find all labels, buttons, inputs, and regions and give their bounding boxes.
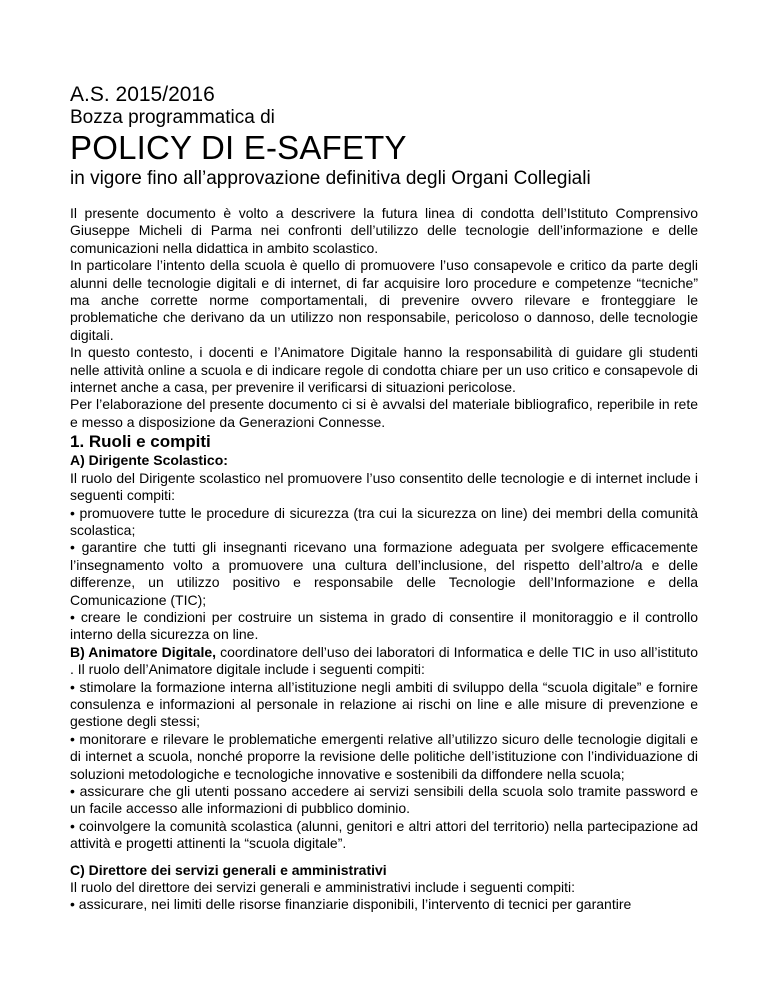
intro-paragraph: In particolare l’intento della scuola è quello di promuovere l’uso consapevole e critico da parte degli alunni delle tecnologie digitali e di internet, di far acquisire loro procedure e competenze “tecniche” ma anche corrette norme comportamentali, di prevenire ovvero rilevare e fronteggiare le problematiche che derivano da un utilizzo non responsabile, pericoloso o dannoso, delle tecnologie digitali. bbox=[70, 257, 698, 343]
subsection-heading-a: A) Dirigente Scolastico: bbox=[70, 452, 228, 469]
intro-paragraph: In questo contesto, i docenti e l’Animatore Digitale hanno la responsabilità di guidare gli studenti nelle attività online a scuola e di indicare regole di condotta chiare per un uso critico e consapevole di internet anche a casa, per prevenire il verificarsi di situazioni pericolose. bbox=[70, 344, 698, 396]
list-item: • stimolare la formazione interna all’istituzione negli ambiti di sviluppo della “scuola digitale” e fornire consulenza e informazioni al personale in relazione ai rischi on line e alle misure di prevenzione e gestione degli stessi; bbox=[70, 678, 698, 730]
list-item: • garantire che tutti gli insegnanti ricevano una formazione adeguata per svolgere efficacemente l’insegnamento volto a promuovere una cultura dell’inclusione, del rispetto dell’altro/a e delle differenze, un utilizzo positivo e responsabile delle Tecnologie dell’Informazione e della Comunicazione (TIC); bbox=[70, 539, 698, 608]
spacer bbox=[70, 853, 698, 862]
school-year: A.S. 2015/2016 bbox=[70, 83, 215, 106]
section-heading: 1. Ruoli e compiti bbox=[70, 432, 211, 452]
intro-paragraph: Il presente documento è volto a descrivere la futura linea di condotta dell’Istituto Comprensivo Giuseppe Micheli di Parma nei confronti dell’utilizzo delle tecnologie dell’informazione e delle comunicazioni nella didattica in ambito scolastico. bbox=[70, 205, 698, 256]
list-item: • creare le condizioni per costruire un sistema in grado di consentire il monitoraggio e il controllo interno della sicurezza on line. bbox=[70, 608, 698, 643]
document-subtitle: in vigore fino all’approvazione definitiva degli Organi Collegiali bbox=[70, 168, 591, 189]
list-item: • assicurare che gli utenti possano accedere ai servizi sensibili della scuola solo tramite password e un facile accesso alle informazioni di pubblico dominio. bbox=[70, 783, 698, 817]
list-item: • assicurare, nei limiti delle risorse finanziarie disponibili, l’intervento di tecnici per garantire bbox=[70, 896, 632, 913]
subsection-intro: Il ruolo del direttore dei servizi generali e amministrativi include i seguenti compiti: bbox=[70, 879, 576, 896]
draft-label: Bozza programmatica di bbox=[70, 107, 275, 128]
subsection-heading-b: B) Animatore Digitale, bbox=[70, 643, 217, 660]
subsection-intro: coordinatore dell’uso dei laboratori di Informatica e delle TIC in uso all’istituto . Il ruolo dell’Animatore digitale include i seguenti compiti: bbox=[70, 643, 698, 678]
list-item: • promuovere tutte le procedure di sicurezza (tra cui la sicurezza on line) dei membri della comunità scolastica; bbox=[70, 504, 698, 538]
subsection-intro: Il ruolo del Dirigente scolastico nel promuovere l’uso consentito delle tecnologie e di internet include i seguenti compiti: bbox=[70, 469, 698, 504]
list-item: • coinvolgere la comunità scolastica (alunni, genitori e altri attori del territorio) nella partecipazione ad attività e progetti attinenti la “scuola digitale”. bbox=[70, 817, 698, 852]
subsection-b-paragraph bbox=[70, 644, 698, 679]
document-page bbox=[70, 82, 698, 914]
list-item: • monitorare e rilevare le problematiche emergenti relative all’utilizzo sicuro delle tecnologie digitali e di internet a scuola, nonché proporre la revisione delle politiche dell’istituzione con l’individuazione di soluzioni metodologiche e tecnologiche innovative e sostenibili da diffondere nella scuola; bbox=[70, 730, 698, 782]
document-title: POLICY DI E-SAFETY bbox=[70, 129, 407, 166]
intro-paragraph: Per l’elaborazione del presente documento ci si è avvalsi del materiale bibliografico, reperibile in rete e messo a disposizione da Generazioni Connesse. bbox=[70, 396, 698, 430]
subsection-heading-c: C) Direttore dei servizi generali e amministrativi bbox=[70, 861, 387, 878]
